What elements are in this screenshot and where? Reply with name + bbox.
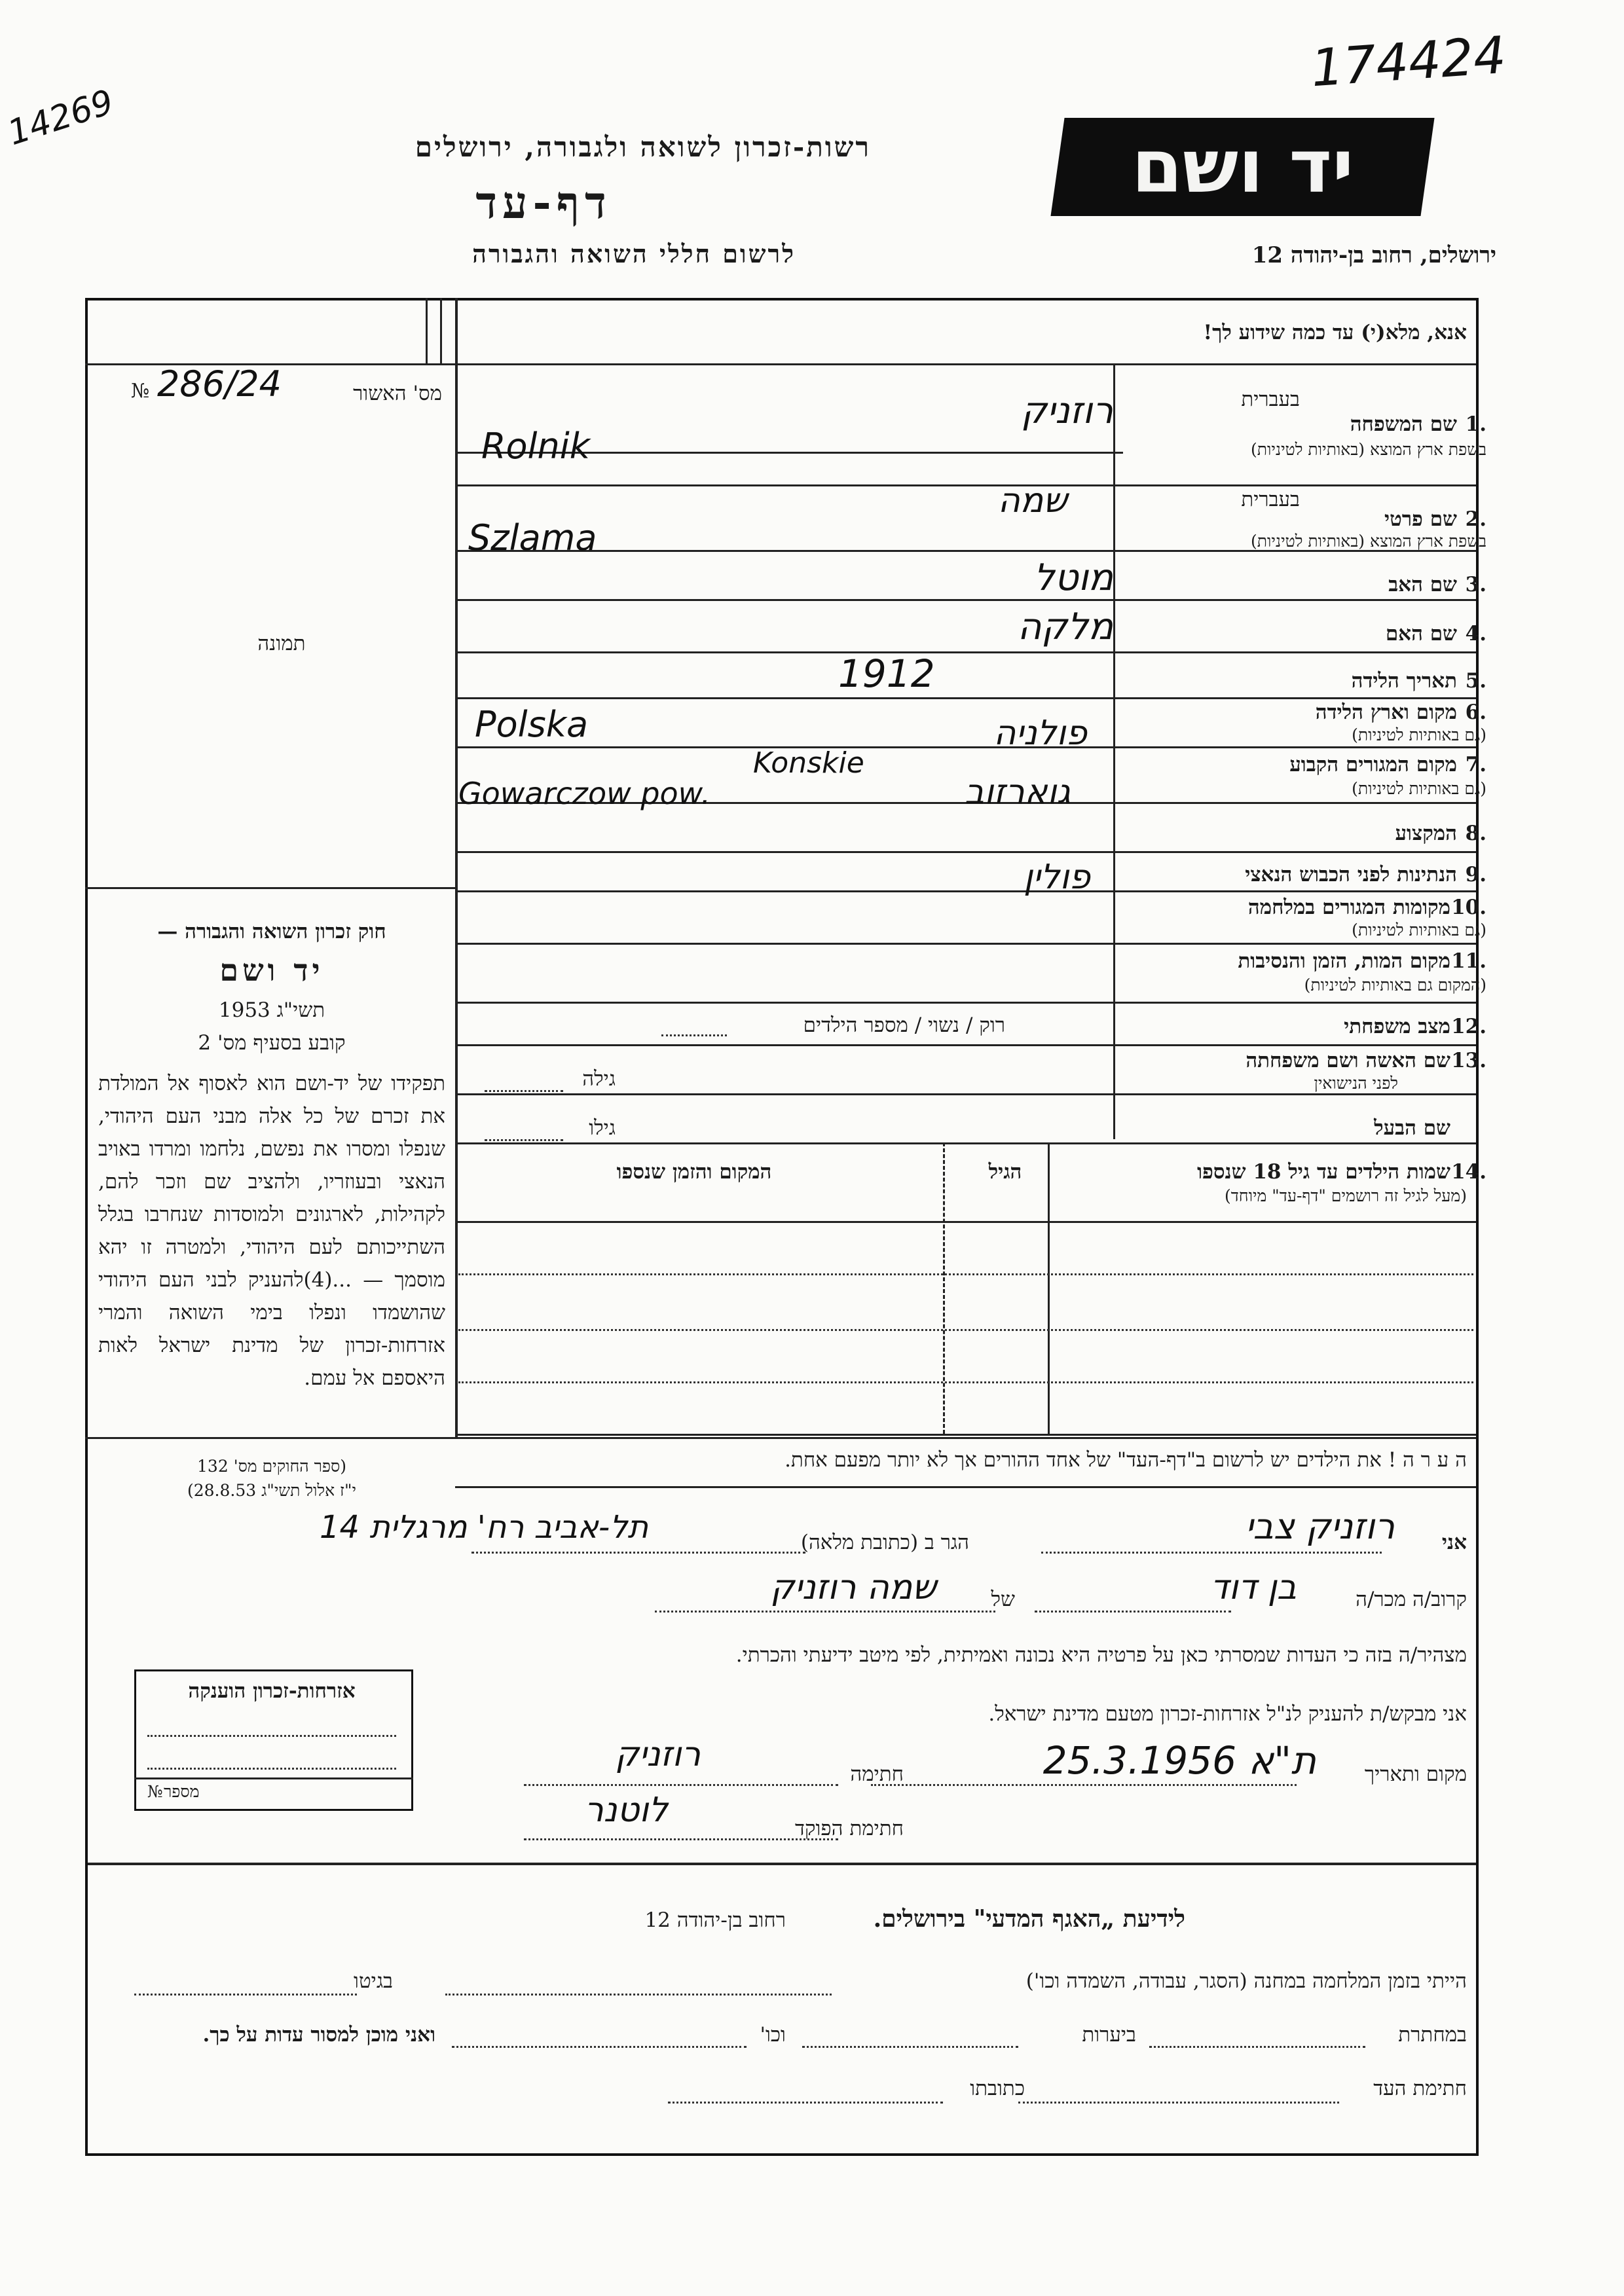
field-12-number: 12.: [1451, 1015, 1486, 1038]
field-4-number: 4.: [1465, 622, 1486, 646]
citizenship-title: אזרחות-זכרון הוענקה: [188, 1679, 356, 1703]
field-2-value-latin[interactable]: Szlama: [468, 517, 597, 558]
field-3-label: שם האב: [1388, 573, 1457, 596]
footer-line1-a: הייתי בזמן המלחמה במחנה (הסגר, עבודה, השמדה וכו'): [1025, 1969, 1467, 1993]
field-7-sub: (גם באותיות לטיניות): [1352, 779, 1486, 798]
field-6-value-latin[interactable]: Polska: [475, 704, 589, 745]
field-6-sub: (גם באותיות לטיניות): [1352, 725, 1486, 744]
field-1-number: 1.: [1465, 412, 1486, 436]
field-3-number: 3.: [1465, 573, 1486, 596]
field-14-sub: (מעל לגיל זה רושמים "דף-עד" מיוחד): [1225, 1186, 1467, 1205]
field-12-label: מצב משפחתי: [1344, 1015, 1450, 1038]
field-13-sub: לפני הנישואין: [1314, 1074, 1398, 1093]
law-year: תשי"ג 1953: [218, 998, 325, 1022]
field-10-label: מקומות המגורים במלחמה: [1247, 896, 1450, 919]
field-14-label: שמות הילדים עד גיל 18 שנספו: [1197, 1160, 1450, 1184]
footer-address: רחוב בן-יהודה 12: [644, 1908, 786, 1932]
field-11-label: מקום המות, הזמן והנסיבות: [1238, 949, 1450, 973]
officer-label: חתימת הפוקד: [794, 1817, 904, 1840]
intro-text: אנא, מלא(י) עד כמה שידוע לך!: [1203, 321, 1467, 344]
field-2-number: 2.: [1465, 507, 1486, 531]
footer-line1-b: בגיטו: [354, 1969, 393, 1993]
of-label: של: [991, 1588, 1015, 1611]
footer-line2-c: וכו': [760, 2023, 786, 2047]
signature-value[interactable]: רוזניק: [615, 1735, 701, 1774]
footer-line2-d: ואני מוכן למסור עדות על כך.: [202, 2023, 435, 2047]
field-1-value-he[interactable]: רוזניק: [1021, 390, 1113, 432]
approval-no-symbol: №: [131, 380, 150, 403]
law-ref-1: (ספר החוקים מס' 132: [197, 1457, 346, 1476]
citizenship-no-symbol: №: [147, 1782, 163, 1801]
wife-age-label: גילה: [582, 1067, 616, 1091]
field-13-label: שם האשה ושם משפחתה: [1246, 1049, 1450, 1072]
children-place-col: המקום והזמן שנספו: [616, 1160, 772, 1184]
field-9-value[interactable]: פולין: [1024, 858, 1090, 897]
authority-name: רשות-זכרון לשואה ולגבורה, ירושלים: [415, 131, 871, 163]
marital-options: רוק / נשוי / מספר הילדים: [803, 1013, 1005, 1037]
officer-signature[interactable]: לוטנר: [584, 1791, 668, 1830]
law-clause: קובע בסעיף מס' 2: [198, 1031, 346, 1055]
law-name: יד ושם: [219, 953, 324, 988]
field-7-number: 7.: [1465, 753, 1486, 776]
field-4-value[interactable]: מלקה: [1017, 606, 1113, 648]
approval-label: מס' האשור: [353, 382, 442, 405]
field-9-label: הנתינות לפני הכבוש הנאצי: [1245, 863, 1457, 886]
field-7-value-latin[interactable]: Gowarczow pow.: [458, 776, 710, 811]
archive-number: 174424: [1309, 26, 1508, 99]
field-5-label: תאריך הלידה: [1351, 669, 1457, 693]
resident-label: הגר ב (כתובת מלאה): [800, 1531, 969, 1554]
husband-label: שם הבעל: [1374, 1116, 1450, 1140]
husband-age-label: גילו: [589, 1116, 616, 1140]
note-text: ה ע ר ה ! את הילדים יש לרשום ב"דף-העד" של אחד ההורים אך לא יותר מפעם אחת.: [784, 1448, 1467, 1472]
field-11-sub: (המקום גם באותיות לטיניות): [1304, 975, 1486, 994]
form-title: דף-עד: [475, 177, 612, 229]
photo-label: תמונה: [257, 632, 306, 655]
declarant-i: אני: [1441, 1531, 1467, 1554]
field-5-value[interactable]: 1912: [838, 651, 935, 696]
field-10-number: 10.: [1451, 896, 1486, 919]
field-7-value-he[interactable]: גוארזוב: [965, 773, 1071, 812]
approval-number[interactable]: 286/24: [157, 363, 282, 405]
field-1-hebrew-tag: בעברית: [1241, 388, 1300, 411]
footer-line3-a: חתימת העד: [1373, 2077, 1467, 2100]
field-2-sub: בשפת ארץ המוצא (באותיות לטיניות): [1251, 532, 1486, 551]
footer-line2-a: במחתרת: [1398, 2023, 1467, 2047]
field-5-number: 5.: [1465, 669, 1486, 693]
footer-line2-b: ביערות: [1082, 2023, 1136, 2047]
field-2-hebrew-tag: בעברית: [1241, 488, 1300, 511]
declarant-address[interactable]: תל-אביב רח' מרגלית 14: [319, 1509, 648, 1546]
of-value[interactable]: שמה רוזניק: [770, 1568, 936, 1607]
children-age-col: הגיל: [988, 1160, 1022, 1184]
field-3-value[interactable]: מוטל: [1033, 556, 1113, 599]
place-date-label: מקום ותאריך: [1364, 1762, 1467, 1786]
field-4-label: שם האם: [1385, 622, 1457, 646]
field-7-value-extra[interactable]: Konskie: [753, 746, 864, 780]
declaration-text: מצהיר/ה בזה כי העדות שמסרתי כאן על פרטיה היא נכונה ואמיתית, לפי מיטב ידיעתי והכרתי.: [735, 1643, 1467, 1667]
field-9-number: 9.: [1465, 863, 1486, 886]
citizenship-number-label: מספר: [164, 1782, 200, 1801]
field-7-label: מקום המגורים הקבוע: [1289, 753, 1457, 776]
field-8-label: המקצוע: [1395, 822, 1457, 845]
footer-line3-b: כתובתו: [970, 2077, 1025, 2100]
field-11-number: 11.: [1451, 949, 1486, 973]
signature-label: חתימה: [850, 1762, 904, 1786]
law-body: תפקידו של יד-ושם הוא לאסוף אל המולדת את זכרם של כל אלה מבני העם היהודי, שנפלו ומסרו את נפשם, נלחמו ומרדו באויב הנאצי ובעוזריו, ולהציב שם וזכר להם, לקהילות, לארגונים ולמוסדות שנחרבו בגלל השתייכותם לעם היהודי, ולמטרה זו יהא מוסמך — ...(4)להעניק לבני העם היהודי שהושמדו ונפלו בימי השואה והמרי אזרחות-זכרון של מדינת ישראל לאות היאספם אל עמם.: [98, 1072, 445, 1390]
field-2-label: שם פרטי: [1384, 507, 1457, 531]
footer-info: לידיעת „האגף המדעי" בירושלים.: [873, 1905, 1185, 1933]
field-10-sub: (גם באותיות לטיניות): [1352, 920, 1486, 939]
field-1-label: שם המשפחה: [1350, 412, 1457, 436]
field-6-number: 6.: [1465, 701, 1486, 724]
field-6-value-he[interactable]: פולניה: [993, 714, 1087, 753]
law-ref-2: י"ז אלול תשי"ג 28.8.53): [187, 1481, 357, 1500]
field-2-value-he[interactable]: שמה: [997, 481, 1067, 520]
margin-number: 14269: [3, 82, 119, 154]
field-14-number: 14.: [1451, 1160, 1486, 1184]
request-text: אני מבקש/ת להעניק לנ"ל אזרחות-זכרון מטעם מדינת ישראל.: [988, 1702, 1467, 1726]
declarant-name[interactable]: רוזניק צבי: [1245, 1506, 1395, 1547]
law-title: חוק זכרון השואה והגבורה —: [157, 920, 386, 943]
yad-vashem-logo: יד ושם: [1050, 118, 1434, 216]
field-1-sub: בשפת ארץ המוצא (באותיות לטיניות): [1251, 440, 1486, 459]
field-1-value-latin[interactable]: Rolnik: [481, 426, 591, 467]
relative-label: קרוב/ה מכר/ה: [1356, 1588, 1467, 1611]
field-8-number: 8.: [1465, 822, 1486, 845]
field-13-number: 13.: [1451, 1049, 1486, 1072]
place-date-value[interactable]: ת"א 25.3.1956: [1043, 1738, 1316, 1783]
field-6-label: מקום וארץ הלידה: [1315, 701, 1457, 724]
header-address: ירושלים, רחוב בן-יהודה 12: [1251, 242, 1496, 268]
form-subtitle: לרשום חללי השואה והגבורה: [472, 239, 796, 268]
relation-value[interactable]: בן דוד: [1210, 1568, 1297, 1607]
